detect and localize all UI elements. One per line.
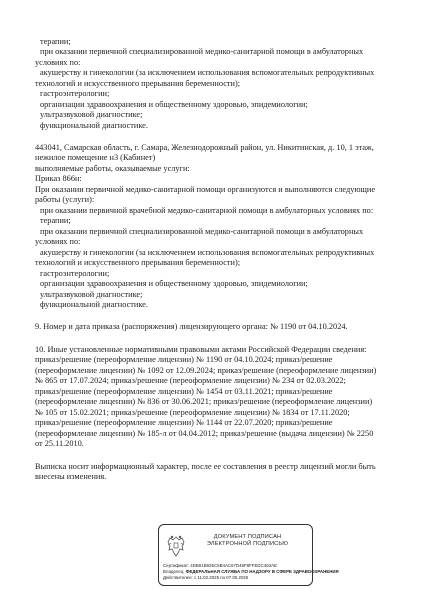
text-line: ультразвуковой диагностике; <box>40 110 143 119</box>
text-line: работы (услуги): <box>35 195 95 204</box>
text-line: организации здравоохранения и общественному здоровью, эпидемиологии; <box>40 279 308 288</box>
text-line: При оказании первичной медико-санитарной помощи организуются и выполняются следующие <box>35 185 376 194</box>
section-9-order: 9. Номер и дата приказа (распоряжения) лицензирующего органа: № 1190 от 04.10.2024. <box>35 322 348 331</box>
text-line: акушерству и гинекологии (за исключением использования вспомогательных репродуктивных <box>40 248 375 257</box>
text-line: (переоформление лицензии) № 185-л от 04.04.2012; приказ/решение (выдача лицензии) № 2250 <box>35 429 374 438</box>
text-line: № 105 от 15.02.2021; приказ/решение (переоформление лицензии) № 1834 от 17.11.2020; <box>35 408 350 417</box>
text-line: терапии; <box>40 37 71 46</box>
text-line: акушерству и гинекологии (за исключением использования вспомогательных репродуктивных <box>40 68 375 77</box>
address-line: 443041, Самарская область, г. Самара, Железнодорожный район, ул. Никитинская, д. 10, 1 этаж, <box>35 143 374 152</box>
text-line: (переоформление лицензии) № 1092 от 12.09.2024; приказ/решение (переоформление лицензии) <box>35 366 377 375</box>
text-line: функциональной диагностике. <box>40 300 148 309</box>
disclaimer-text: Выписка носит информационный характер, после ее составления в реестр лицензий могли быть <box>35 462 376 471</box>
text-line: гастроэнтерологии; <box>40 269 110 278</box>
text-line: № 865 от 17.07.2024; приказ/решение (переоформление лицензии) № 234 от 02.03.2022; <box>35 376 346 385</box>
text-line: функциональной диагностике. <box>40 121 148 130</box>
stamp-certificate: Сертификат: 4DB91B925C5B4AC67D49F8FFEDC463AE <box>163 563 277 568</box>
text-line: при оказании первичной специализированной медико-санитарной помощи в амбулаторных <box>40 47 364 56</box>
text-line: условиях по: <box>35 237 81 246</box>
text-line: терапии; <box>40 216 71 225</box>
coat-of-arms-icon <box>165 534 187 558</box>
stamp-title: ДОКУМЕНТ ПОДПИСАН <box>213 534 282 540</box>
disclaimer-text: внесены изменения. <box>35 472 107 481</box>
text-line: приказ/решение (переоформление лицензии) № 1454 от 03.11.2021; приказ/решение <box>35 387 333 396</box>
text-line: выполняемые работы, оказываемые услуги: <box>35 164 190 173</box>
text-line: при оказании первичной врачебной медико-санитарной помощи в амбулаторных условиях по: <box>40 206 374 215</box>
text-line: гастроэнтерологии; <box>40 89 110 98</box>
text-line: Приказ 866н: <box>35 174 82 183</box>
text-line: организации здравоохранения и общественному здоровью, эпидемиологии; <box>40 100 308 109</box>
stamp-subtitle: ЭЛЕКТРОННОЙ ПОДПИСЬЮ <box>206 541 289 547</box>
address-line: нежилое помещение н3 (Кабинет) <box>35 153 156 162</box>
text-line: приказ/решение (переоформление лицензии) № 1190 от 04.10.2024; приказ/решение <box>35 355 333 364</box>
stamp-owner-name: ФЕДЕРАЛЬНАЯ СЛУЖБА ПО НАДЗОРУ В СФЕРЕ ЗДРАВООХРАНЕНИЯ <box>185 569 339 574</box>
text-line: при оказании первичной специализированной медико-санитарной помощи в амбулаторных <box>40 227 364 236</box>
section-10-heading: 10. Иные установленные нормативными правовыми актами Российской Федерации сведения: <box>35 345 367 354</box>
text-line: (переоформление лицензии) № 836 от 30.06.2021; приказ/решение (переоформление лицензии) <box>35 397 373 406</box>
text-line: ультразвуковой диагностике; <box>40 290 143 299</box>
text-line: от 25.11.2010. <box>35 439 84 448</box>
text-line: приказ/решение (переоформление лицензии) № 1144 от 22.07.2020; приказ/решение <box>35 418 333 427</box>
stamp-validity: Действителен: с 11.02.2025 по 07.05.2026 <box>163 575 249 580</box>
text-line: технологий и искусственного прерывания беременности); <box>35 79 241 88</box>
stamp-owner-prefix: Владелец: <box>163 569 186 574</box>
text-line: технологий и искусственного прерывания беременности); <box>35 258 241 267</box>
text-line: условиях по: <box>35 58 81 67</box>
electronic-signature-stamp <box>158 524 339 586</box>
